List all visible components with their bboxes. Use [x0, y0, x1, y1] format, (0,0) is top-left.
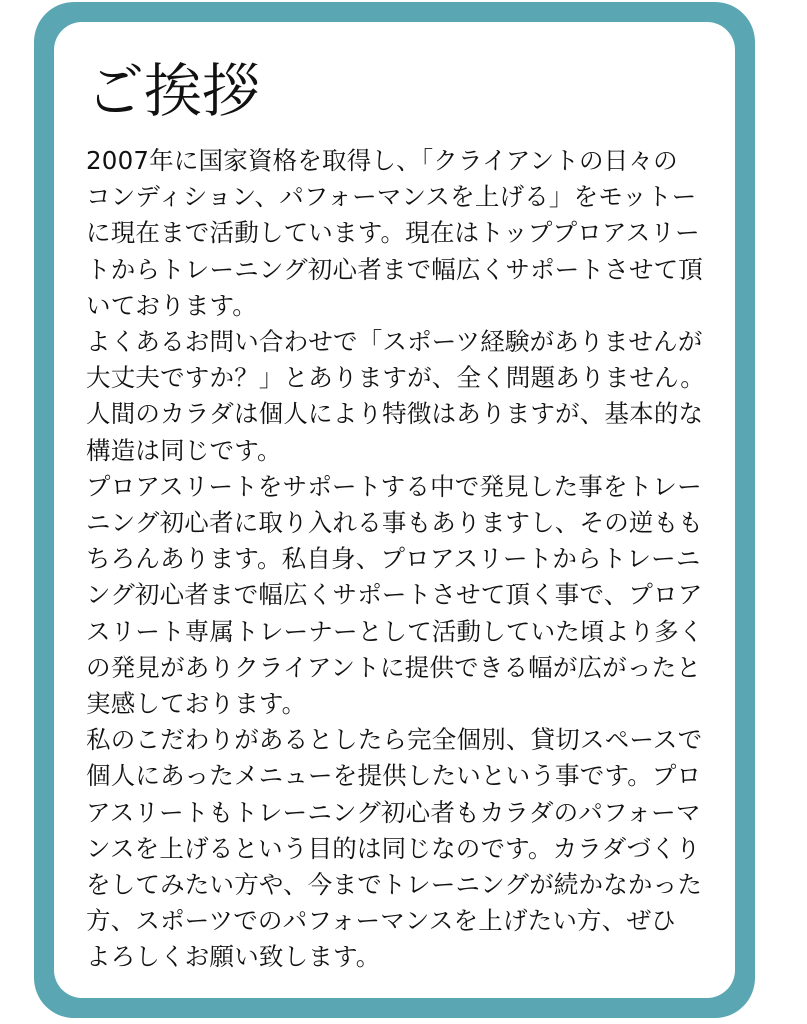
body-line: ニング初心者に取り入れる事もありますし、その逆もも	[86, 508, 704, 538]
body-line: 方、スポーツでのパフォーマンスを上げたい方、ぜひ	[86, 906, 676, 936]
body-line: よろしくお願い致します。	[86, 942, 381, 972]
body-line: アスリートもトレーニング初心者もカラダのパフォーマ	[86, 797, 701, 827]
body-line: プロアスリートをサポートする中で発見した事をトレー	[86, 471, 702, 501]
body-line: ちろんあります。私自身、プロアスリートからトレーニ	[86, 544, 701, 574]
body-line: いております。	[86, 290, 257, 320]
body-line: スリート専属トレーナーとして活動していた頃より多く	[86, 616, 704, 646]
body-line: 2007年に国家資格を取得し、「クライアントの日々の	[86, 146, 678, 175]
body-line: に現在まで活動しています。現在はトッププロアスリー	[86, 218, 700, 248]
body-line: トからトレーニング初心者まで幅広くサポートさせて頂	[86, 254, 704, 284]
body-line: をしてみたい方や、今までトレーニングが続かなかった	[86, 870, 703, 900]
body-line: 実感しております。	[86, 689, 307, 719]
body-line: の発見がありクライアントに提供できる幅が広がったと	[86, 652, 702, 682]
body-line: 個人にあったメニューを提供したいという事です。プロ	[86, 761, 702, 791]
body-line: コンディション、パフォーマンスを上げる」をモットー	[86, 182, 697, 212]
body-line: ンスを上げるという目的は同じなのです。カラダづくり	[86, 833, 701, 863]
page-title: ご挨拶	[86, 57, 261, 125]
greeting-frame	[34, 2, 755, 1018]
body-line: ング初心者まで幅広くサポートさせて頂く事で、プロア	[86, 580, 703, 610]
body-line: よくあるお問い合わせで「スポーツ経験がありませんが	[86, 327, 703, 357]
greeting-body	[86, 143, 736, 976]
body-line: 人間のカラダは個人により特徴はありますが、基本的な	[86, 399, 704, 429]
body-line: 構造は同じです。	[86, 435, 282, 465]
greeting-card	[54, 22, 735, 998]
body-line: 私のこだわりがあるとしたら完全個別、貸切スペースで	[86, 725, 703, 755]
body-line: 大丈夫ですか？」とありますが、全く問題ありません。	[86, 363, 705, 393]
